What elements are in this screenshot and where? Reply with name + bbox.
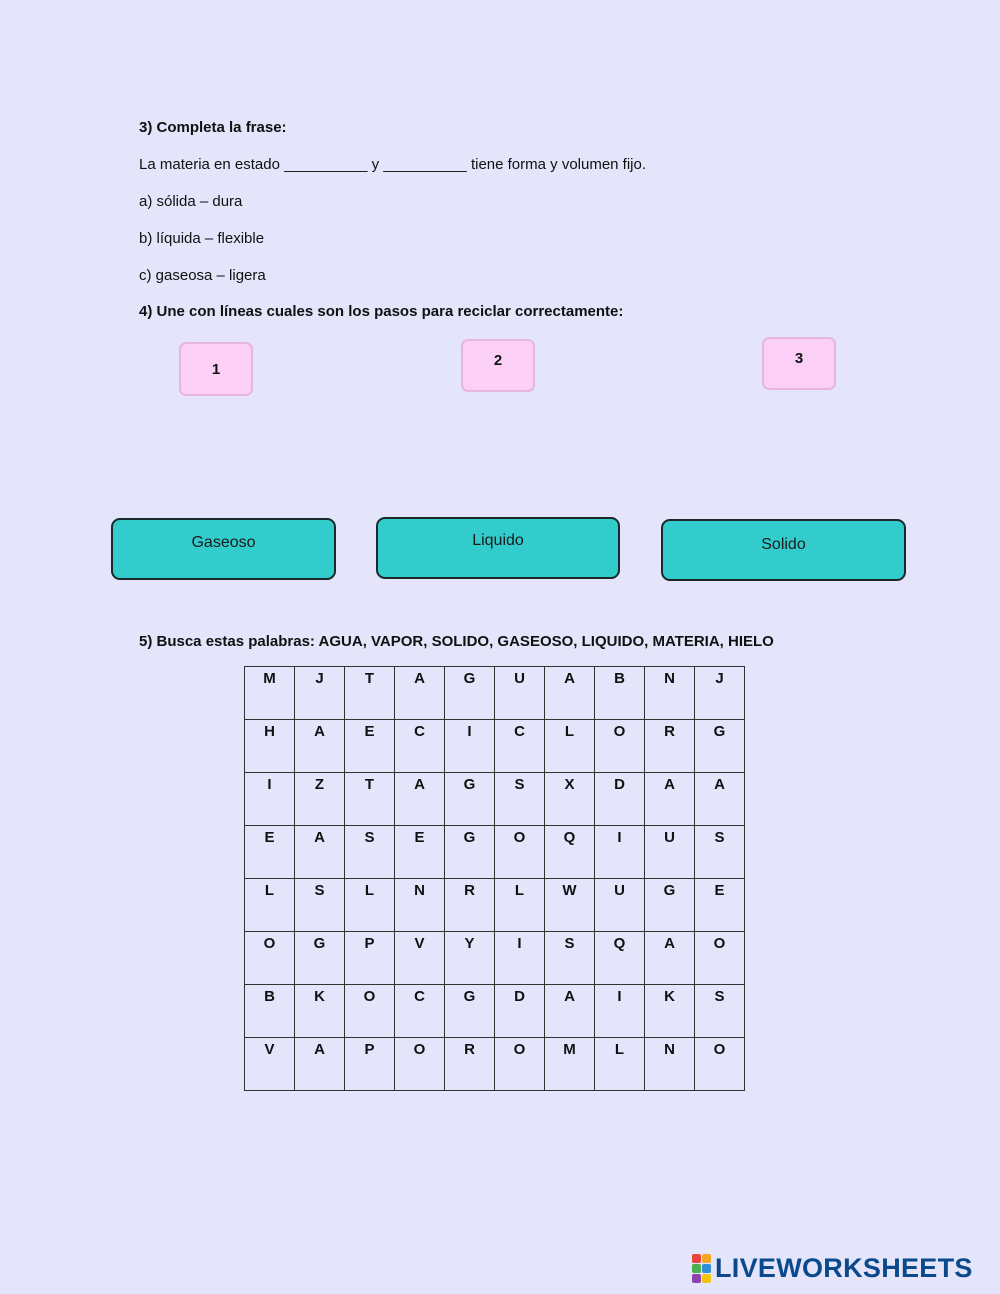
grid-row bbox=[245, 932, 745, 985]
grid-cell[interactable]: Q bbox=[595, 932, 645, 985]
match-state-solido[interactable]: Solido bbox=[661, 519, 906, 581]
grid-cell[interactable]: H bbox=[245, 720, 295, 773]
grid-cell[interactable]: G bbox=[645, 879, 695, 932]
grid-cell[interactable]: L bbox=[345, 879, 395, 932]
grid-cell[interactable]: R bbox=[645, 720, 695, 773]
grid-cell[interactable]: E bbox=[695, 879, 745, 932]
grid-row bbox=[245, 826, 745, 879]
grid-cell[interactable]: G bbox=[695, 720, 745, 773]
grid-cell[interactable]: G bbox=[295, 932, 345, 985]
grid-cell[interactable]: A bbox=[295, 720, 345, 773]
grid-cell[interactable]: L bbox=[545, 720, 595, 773]
grid-cell[interactable]: E bbox=[395, 826, 445, 879]
grid-cell[interactable]: A bbox=[545, 985, 595, 1038]
grid-cell[interactable]: R bbox=[445, 879, 495, 932]
grid-cell[interactable]: N bbox=[395, 879, 445, 932]
match-number-2[interactable]: 2 bbox=[461, 339, 535, 392]
q3-sentence: La materia en estado __________ y __________ tiene forma y volumen fijo. bbox=[139, 156, 647, 173]
grid-cell[interactable]: P bbox=[345, 1038, 395, 1091]
grid-cell[interactable]: A bbox=[295, 1038, 345, 1091]
grid-cell[interactable]: D bbox=[495, 985, 545, 1038]
grid-cell[interactable]: V bbox=[245, 1038, 295, 1091]
grid-cell[interactable]: L bbox=[595, 1038, 645, 1091]
grid-cell[interactable]: K bbox=[645, 985, 695, 1038]
grid-cell[interactable]: K bbox=[295, 985, 345, 1038]
q3-title: 3) Completa la frase: bbox=[139, 119, 287, 136]
grid-cell[interactable]: X bbox=[545, 773, 595, 826]
grid-cell[interactable]: A bbox=[395, 773, 445, 826]
grid-cell[interactable]: A bbox=[645, 773, 695, 826]
q3-option-b[interactable]: b) líquida – flexible bbox=[139, 230, 265, 247]
grid-cell[interactable]: N bbox=[645, 1038, 695, 1091]
grid-cell[interactable]: C bbox=[495, 720, 545, 773]
grid-cell[interactable]: L bbox=[495, 879, 545, 932]
grid-cell[interactable]: O bbox=[695, 1038, 745, 1091]
liveworksheets-logo-mark-icon bbox=[692, 1254, 711, 1283]
grid-cell[interactable]: W bbox=[545, 879, 595, 932]
match-state-liquido[interactable]: Liquido bbox=[376, 517, 620, 579]
grid-cell[interactable]: G bbox=[445, 667, 495, 720]
grid-cell[interactable]: E bbox=[345, 720, 395, 773]
grid-cell[interactable]: I bbox=[595, 985, 645, 1038]
match-number-1[interactable]: 1 bbox=[179, 342, 253, 396]
grid-cell[interactable]: C bbox=[395, 720, 445, 773]
grid-cell[interactable]: S bbox=[545, 932, 595, 985]
q5-title: 5) Busca estas palabras: AGUA, VAPOR, SOLIDO, GASEOSO, LIQUIDO, MATERIA, HIELO bbox=[139, 633, 774, 650]
grid-cell[interactable]: M bbox=[545, 1038, 595, 1091]
grid-cell[interactable]: R bbox=[445, 1038, 495, 1091]
grid-cell[interactable]: J bbox=[695, 667, 745, 720]
match-number-3[interactable]: 3 bbox=[762, 337, 836, 390]
grid-cell[interactable]: S bbox=[695, 985, 745, 1038]
brand-name: LIVEWORKSHEETS bbox=[715, 1253, 973, 1283]
grid-cell[interactable]: A bbox=[645, 932, 695, 985]
grid-cell[interactable]: O bbox=[495, 826, 545, 879]
grid-cell[interactable]: O bbox=[245, 932, 295, 985]
grid-cell[interactable]: O bbox=[595, 720, 645, 773]
match-state-gaseoso[interactable]: Gaseoso bbox=[111, 518, 336, 580]
grid-cell[interactable]: D bbox=[595, 773, 645, 826]
q3-option-c[interactable]: c) gaseosa – ligera bbox=[139, 267, 266, 284]
grid-cell[interactable]: G bbox=[445, 773, 495, 826]
grid-cell[interactable]: O bbox=[495, 1038, 545, 1091]
grid-cell[interactable]: U bbox=[595, 879, 645, 932]
grid-cell[interactable]: O bbox=[695, 932, 745, 985]
grid-cell[interactable]: A bbox=[295, 826, 345, 879]
grid-cell[interactable]: G bbox=[445, 985, 495, 1038]
grid-cell[interactable]: S bbox=[495, 773, 545, 826]
grid-cell[interactable]: U bbox=[645, 826, 695, 879]
grid-cell[interactable]: Y bbox=[445, 932, 495, 985]
grid-cell[interactable]: Q bbox=[545, 826, 595, 879]
grid-cell[interactable]: E bbox=[245, 826, 295, 879]
grid-cell[interactable]: I bbox=[245, 773, 295, 826]
grid-cell[interactable]: A bbox=[395, 667, 445, 720]
grid-cell[interactable]: O bbox=[395, 1038, 445, 1091]
grid-cell[interactable]: T bbox=[345, 773, 395, 826]
grid-cell[interactable]: I bbox=[595, 826, 645, 879]
grid-cell[interactable]: A bbox=[545, 667, 595, 720]
grid-row bbox=[245, 985, 745, 1038]
grid-row bbox=[245, 773, 745, 826]
grid-cell[interactable]: S bbox=[295, 879, 345, 932]
grid-cell[interactable]: J bbox=[295, 667, 345, 720]
grid-cell[interactable]: O bbox=[345, 985, 395, 1038]
grid-cell[interactable]: A bbox=[695, 773, 745, 826]
grid-cell[interactable]: V bbox=[395, 932, 445, 985]
grid-cell[interactable]: M bbox=[245, 667, 295, 720]
grid-cell[interactable]: B bbox=[245, 985, 295, 1038]
grid-cell[interactable]: U bbox=[495, 667, 545, 720]
grid-cell[interactable]: T bbox=[345, 667, 395, 720]
grid-cell[interactable]: G bbox=[445, 826, 495, 879]
grid-row bbox=[245, 667, 745, 720]
grid-cell[interactable]: I bbox=[445, 720, 495, 773]
liveworksheets-logo bbox=[692, 1253, 973, 1284]
grid-cell[interactable]: S bbox=[695, 826, 745, 879]
grid-row bbox=[245, 720, 745, 773]
grid-row bbox=[245, 1038, 745, 1091]
grid-cell[interactable]: L bbox=[245, 879, 295, 932]
q3-option-a[interactable]: a) sólida – dura bbox=[139, 193, 243, 210]
grid-cell[interactable]: C bbox=[395, 985, 445, 1038]
grid-cell[interactable]: N bbox=[645, 667, 695, 720]
grid-row bbox=[245, 879, 745, 932]
grid-cell[interactable]: Z bbox=[295, 773, 345, 826]
grid-cell[interactable]: S bbox=[345, 826, 395, 879]
grid-cell[interactable]: I bbox=[495, 932, 545, 985]
q4-title: 4) Une con líneas cuales son los pasos para reciclar correctamente: bbox=[139, 303, 624, 320]
grid-cell[interactable]: B bbox=[595, 667, 645, 720]
grid-cell[interactable]: P bbox=[345, 932, 395, 985]
word-search-grid bbox=[244, 666, 745, 1091]
